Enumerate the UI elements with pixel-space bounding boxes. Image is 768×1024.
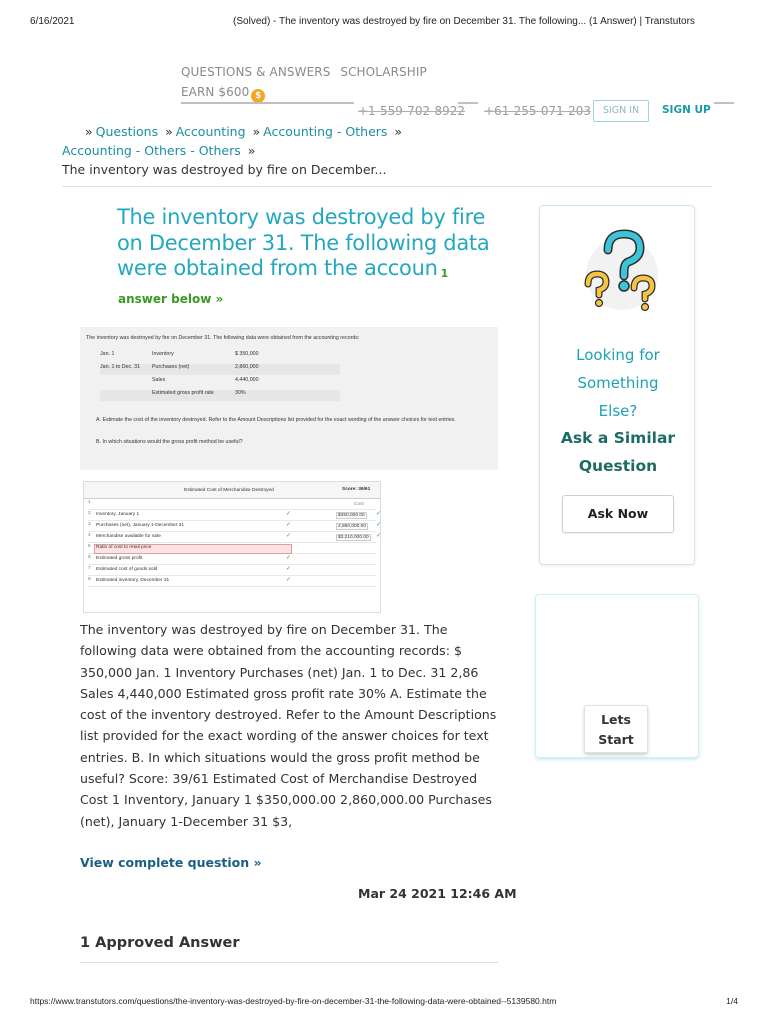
lets-start-line: Lets xyxy=(601,712,631,727)
lets-start-line: Start xyxy=(598,732,634,747)
sign-in-button[interactable]: SIGN IN xyxy=(593,100,649,122)
table-row xyxy=(88,533,382,543)
looking-for-text xyxy=(540,341,696,425)
scan-cell: 4,440,000 xyxy=(235,377,259,383)
check-icon: ✓ xyxy=(376,522,382,528)
ask-similar-line: Question xyxy=(578,457,658,475)
print-page-number: 1/4 xyxy=(726,996,738,1006)
row-number: 5 xyxy=(88,544,91,549)
row-label: Estimated cost of goods sold xyxy=(96,567,158,572)
looking-line: Else? xyxy=(598,402,638,420)
check-icon: ✓ xyxy=(286,555,292,561)
scan-score: Score: 39/61 xyxy=(342,487,371,492)
scan-intro-text: The inventory was destroyed by fire on December 31. The following data were obtained from the accounting records: xyxy=(86,335,360,341)
breadcrumb-divider xyxy=(62,186,712,187)
scan-part-b: B. In which situations would the gross profit method be useful? xyxy=(96,439,243,445)
coin-icon: $ xyxy=(251,89,265,103)
breadcrumb-separator: » xyxy=(394,124,403,139)
nav-earn-label: EARN $600 xyxy=(181,85,250,99)
lets-start-card xyxy=(535,594,699,758)
question-image-data xyxy=(80,327,498,470)
print-header xyxy=(30,16,738,32)
row-amount: $350,000.00 xyxy=(338,513,365,518)
ask-similar-heading xyxy=(540,424,696,480)
looking-line: Looking for xyxy=(576,346,660,364)
table-row xyxy=(88,522,382,532)
question-date: Mar 24 2021 12:46 AM xyxy=(358,886,517,901)
table-row xyxy=(88,577,376,587)
lets-start-button[interactable] xyxy=(584,705,648,753)
top-nav xyxy=(181,62,427,103)
breadcrumb-accounting[interactable]: Accounting xyxy=(175,124,246,139)
scan-data-row xyxy=(100,351,340,362)
scan-cell: Jan. 1 to Dec. 31 xyxy=(100,364,141,370)
row-number: 8 xyxy=(88,577,91,582)
table-row xyxy=(88,566,376,576)
row-label: Ratio of cost to retail price xyxy=(96,545,152,550)
phone-au[interactable]: +61-255-071-203 xyxy=(484,104,592,118)
scan-table-header xyxy=(84,482,380,499)
check-icon: ✓ xyxy=(286,522,292,528)
breadcrumb-separator: » xyxy=(85,124,93,139)
nav-rule xyxy=(714,102,734,104)
scan-cell: 30% xyxy=(235,390,246,396)
breadcrumb-separator: » xyxy=(247,143,256,158)
nav-questions-answers[interactable]: QUESTIONS & ANSWERS xyxy=(181,65,331,79)
print-date: 6/16/2021 xyxy=(30,16,75,27)
row-amount: 2,860,000.00 xyxy=(338,524,367,529)
nav-scholarship[interactable]: SCHOLARSHIP xyxy=(340,65,427,79)
row-label: Estimated gross profit xyxy=(96,556,143,561)
check-icon: ✓ xyxy=(286,566,292,572)
breadcrumb-separator: » xyxy=(252,124,261,139)
check-icon: ✓ xyxy=(286,533,292,539)
table-row xyxy=(88,511,382,521)
answer-below-link[interactable]: answer below » xyxy=(118,292,224,306)
check-icon: ✓ xyxy=(376,533,382,539)
row-number: 2 xyxy=(88,511,91,516)
question-image-table xyxy=(83,481,381,613)
nav-earn[interactable] xyxy=(181,82,427,103)
check-icon: ✓ xyxy=(286,511,292,517)
scan-cell: $ 350,000 xyxy=(235,351,259,357)
scan-data-row xyxy=(100,364,340,375)
row-amount: $3,210,000.00 xyxy=(338,535,369,540)
breadcrumb xyxy=(62,122,712,179)
scan-data-row xyxy=(100,377,340,388)
ask-similar-card xyxy=(539,205,695,565)
scan-cell: Inventory xyxy=(152,351,174,357)
row-number: 7 xyxy=(88,566,91,571)
answer-count-badge: 1 xyxy=(440,267,448,280)
scan-data-row xyxy=(100,390,340,401)
scan-cell: Sales xyxy=(152,377,166,383)
scan-part-a: A. Estimate the cost of the inventory destroyed. Refer to the Amount Descriptions list provided for the exact wording of the answer choices for text entries. xyxy=(96,417,456,423)
row-number: 6 xyxy=(88,555,91,560)
table-row xyxy=(88,500,376,510)
question-title-text: The inventory was destroyed by fire on December 31. The following data were obtained from the accoun xyxy=(117,205,490,280)
scan-cell: 2,860,000 xyxy=(235,364,259,370)
question-title xyxy=(117,205,502,287)
scan-cell: Purchases (net) xyxy=(152,364,190,370)
looking-line: Something xyxy=(577,374,659,392)
question-body: The inventory was destroyed by fire on December 31. The following data were obtained from the accounting records: $ 350,000 Jan. 1 Inventory Purchases (net) Jan. 1 to Dec. 31 2,86 Sales 4,440,000 Estimated gross profit rate 30% A. Estimate the cost of the inventory destroyed. Refer to the Amount Descriptions list provided for the exact wording of the answer choices for text entries. B. In which situations would the gross profit method be useful? Score: 39/61 Estimated Cost of Merchandise Destroyed Cost 1 Inventory, January 1 $350,000.00 2,860,000.00 Purchases (net), January 1-December 31 $3, xyxy=(80,622,497,829)
breadcrumb-accounting-others-others[interactable]: Accounting - Others - Others xyxy=(62,143,241,158)
question-marks-icon xyxy=(582,222,660,322)
print-url: https://www.transtutors.com/questions/the-inventory-was-destroyed-by-fire-on-december-31-the-following-data-were-obtained--5139580.htm xyxy=(30,996,557,1006)
approved-divider xyxy=(80,962,498,963)
breadcrumb-current: The inventory was destroyed by fire on December... xyxy=(62,162,387,177)
scan-cost-header: Cost xyxy=(354,502,364,507)
view-complete-question-link[interactable]: View complete question » xyxy=(80,855,262,870)
scan-cell: Jan. 1 xyxy=(100,351,115,357)
scan-table-title: Estimated Cost of Merchandise Destroyed xyxy=(184,488,274,493)
breadcrumb-accounting-others[interactable]: Accounting - Others xyxy=(263,124,388,139)
breadcrumb-separator: » xyxy=(165,124,173,139)
sign-up-link[interactable]: SIGN UP xyxy=(662,104,711,116)
print-footer xyxy=(30,996,738,1010)
approved-answer-heading: 1 Approved Answer xyxy=(80,935,240,951)
scan-cell: Estimated gross profit rate xyxy=(152,390,214,396)
table-row xyxy=(88,555,376,565)
row-label: Estimated inventory, December 31 xyxy=(96,578,170,583)
row-label: Inventory, January 1 xyxy=(96,512,140,517)
nav-rule xyxy=(181,102,354,104)
table-row xyxy=(88,544,376,554)
check-icon: ✓ xyxy=(376,511,382,517)
row-number: 1 xyxy=(88,500,91,505)
print-title: (Solved) - The inventory was destroyed by fire on December 31. The following... (1 Answer) | Transtutors xyxy=(233,16,695,27)
ask-now-button[interactable]: Ask Now xyxy=(562,495,674,533)
ask-similar-line: Ask a Similar xyxy=(560,429,676,447)
row-label: Merchandise available for sale xyxy=(96,534,161,539)
row-label: Purchases (net), January 1-December 31 xyxy=(96,523,184,528)
check-icon: ✓ xyxy=(286,577,292,583)
nav-rule xyxy=(458,102,478,104)
phone-us[interactable]: +1-559-702-8922 xyxy=(358,104,466,118)
breadcrumb-questions[interactable]: Questions xyxy=(95,124,159,139)
row-number: 4 xyxy=(88,533,91,538)
row-number: 3 xyxy=(88,522,91,527)
